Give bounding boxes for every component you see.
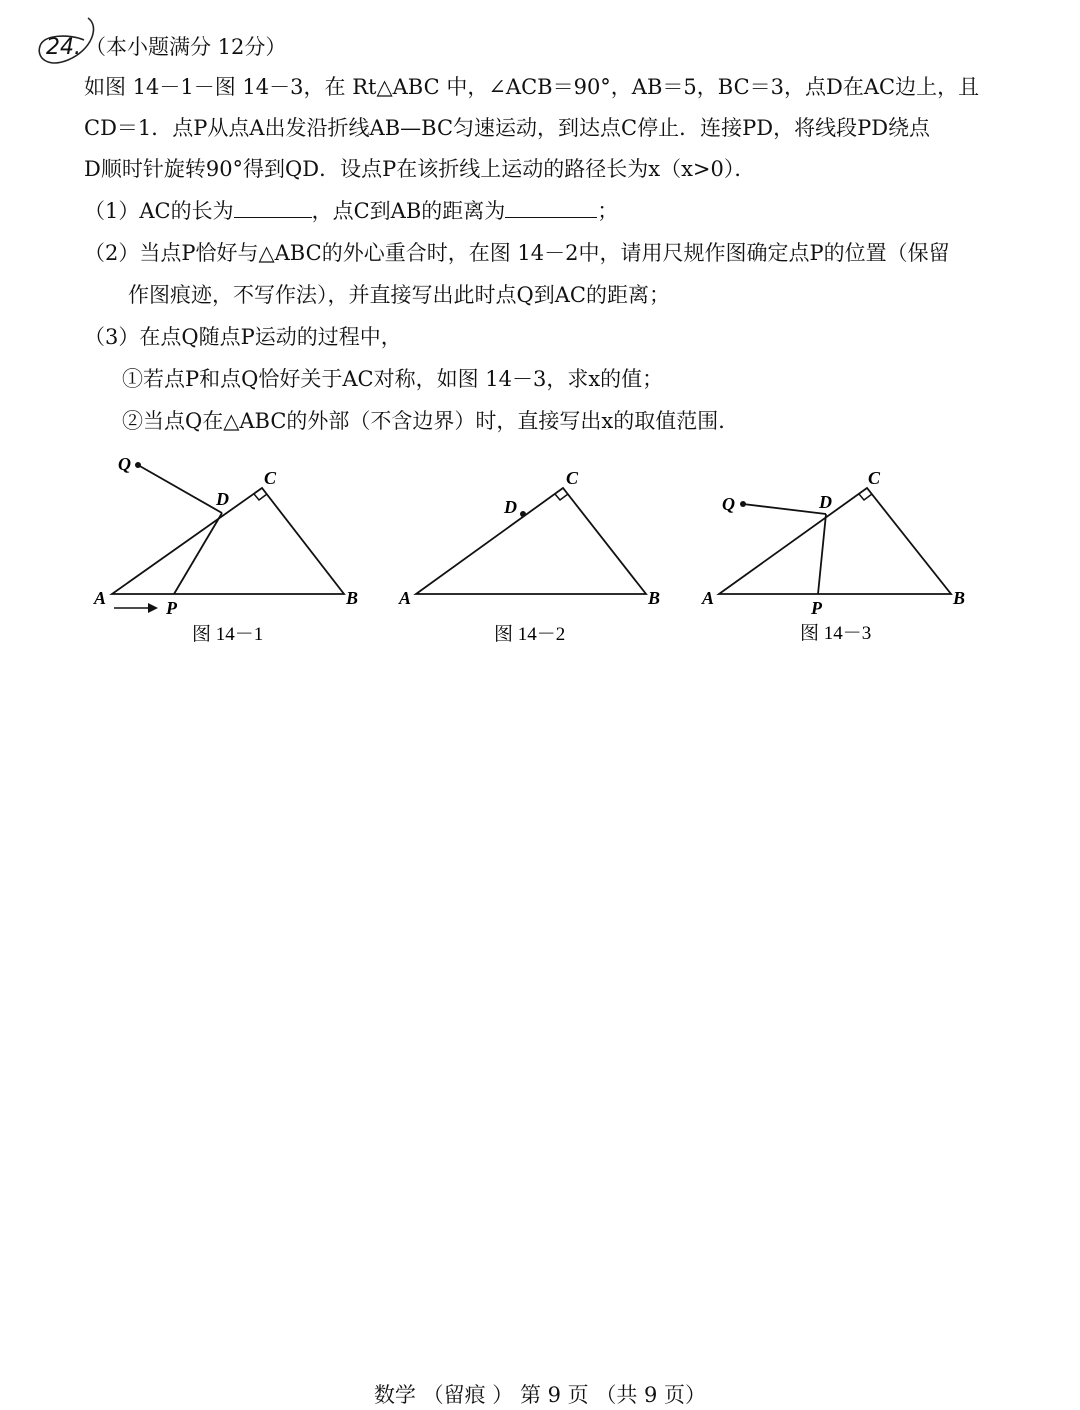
- label-d-1: D: [216, 489, 229, 509]
- arrow-head-1: [148, 603, 158, 613]
- segment-pd-3: [818, 514, 826, 594]
- label-a-2: A: [399, 588, 412, 608]
- caption-14-2: 图 14－2: [494, 624, 566, 645]
- stem-line-1: 如图 14－1－图 14－3，在 Rt△ABC 中，∠ACB＝90°，AB＝5，BC＝3，点D在AC边上，且: [84, 75, 980, 99]
- part-3-item-1: ①若点P和点Q恰好关于AC对称，如图 14－3，求x的值；: [122, 367, 664, 391]
- right-angle-mark-1: [254, 494, 267, 500]
- label-p-1: P: [166, 598, 177, 618]
- triangle-abc-3: [719, 488, 951, 594]
- point-d-2: [520, 511, 526, 517]
- label-d-2: D: [504, 497, 517, 517]
- stem-line-2: CD＝1．点P从点A出发沿折线AB—BC匀速运动，到达点C停止．连接PD，将线段PD绕点: [84, 116, 931, 140]
- answer-blank-distance[interactable]: [505, 199, 597, 218]
- question-heading: [46, 32, 986, 63]
- part-1-text-c: ；: [597, 199, 619, 223]
- label-b-1: B: [346, 588, 359, 608]
- label-q-3: Q: [722, 494, 735, 514]
- question-number: 24.: [46, 35, 81, 60]
- label-c-2: C: [566, 468, 579, 488]
- page-footer: 数学 （留痕 ） 第 9 页 （共 9 页）: [373, 1383, 707, 1407]
- label-p-3: P: [811, 598, 822, 618]
- part-2-line-1: （2）当点P恰好与△ABC的外心重合时，在图 14－2中，请用尺规作图确定点P的位置（保留: [84, 241, 950, 265]
- label-c-3: C: [868, 468, 881, 488]
- label-a-3: A: [702, 588, 715, 608]
- figures: [0, 450, 1080, 660]
- part-1-text-b: ，点C到AB的距离为: [311, 199, 506, 223]
- point-q-1: [135, 462, 141, 468]
- caption-14-3: 图 14－3: [800, 623, 872, 644]
- label-b-3: B: [953, 588, 966, 608]
- part-3-item-2: ②当点Q在△ABC的外部（不含边界）时，直接写出x的取值范围．: [122, 409, 740, 433]
- figure-14-1: [93, 454, 358, 645]
- label-q-1: Q: [118, 454, 131, 474]
- segment-qd-1: [138, 465, 222, 513]
- right-angle-mark-3: [859, 494, 872, 500]
- handwritten-circle-mark: [30, 12, 110, 76]
- figure-14-2: [398, 468, 660, 645]
- label-b-2: B: [648, 588, 661, 608]
- part-1-text-a: （1）AC的长为: [84, 199, 234, 223]
- figure-14-3: [701, 468, 965, 644]
- caption-14-1: 图 14－1: [192, 624, 264, 645]
- triangle-abc-2: [416, 488, 646, 594]
- stem-line-3: D顺时针旋转90°得到QD．设点P在该折线上运动的路径长为x（x>0）．: [84, 157, 756, 181]
- part-1: [84, 196, 1024, 226]
- answer-blank-ac[interactable]: [234, 199, 312, 218]
- label-d-3: D: [819, 492, 832, 512]
- point-q-3: [740, 501, 746, 507]
- question-score: （本小题满分 12分）: [85, 35, 287, 59]
- segment-qd-3: [743, 504, 826, 514]
- label-a-1: A: [94, 588, 107, 608]
- part-3-line-1: （3）在点Q随点P运动的过程中，: [84, 325, 402, 349]
- part-2-line-2: 作图痕迹，不写作法），并直接写出此时点Q到AC的距离；: [128, 283, 670, 307]
- right-angle-mark-2: [555, 494, 568, 500]
- label-c-1: C: [264, 468, 277, 488]
- segment-pd-1: [174, 513, 222, 594]
